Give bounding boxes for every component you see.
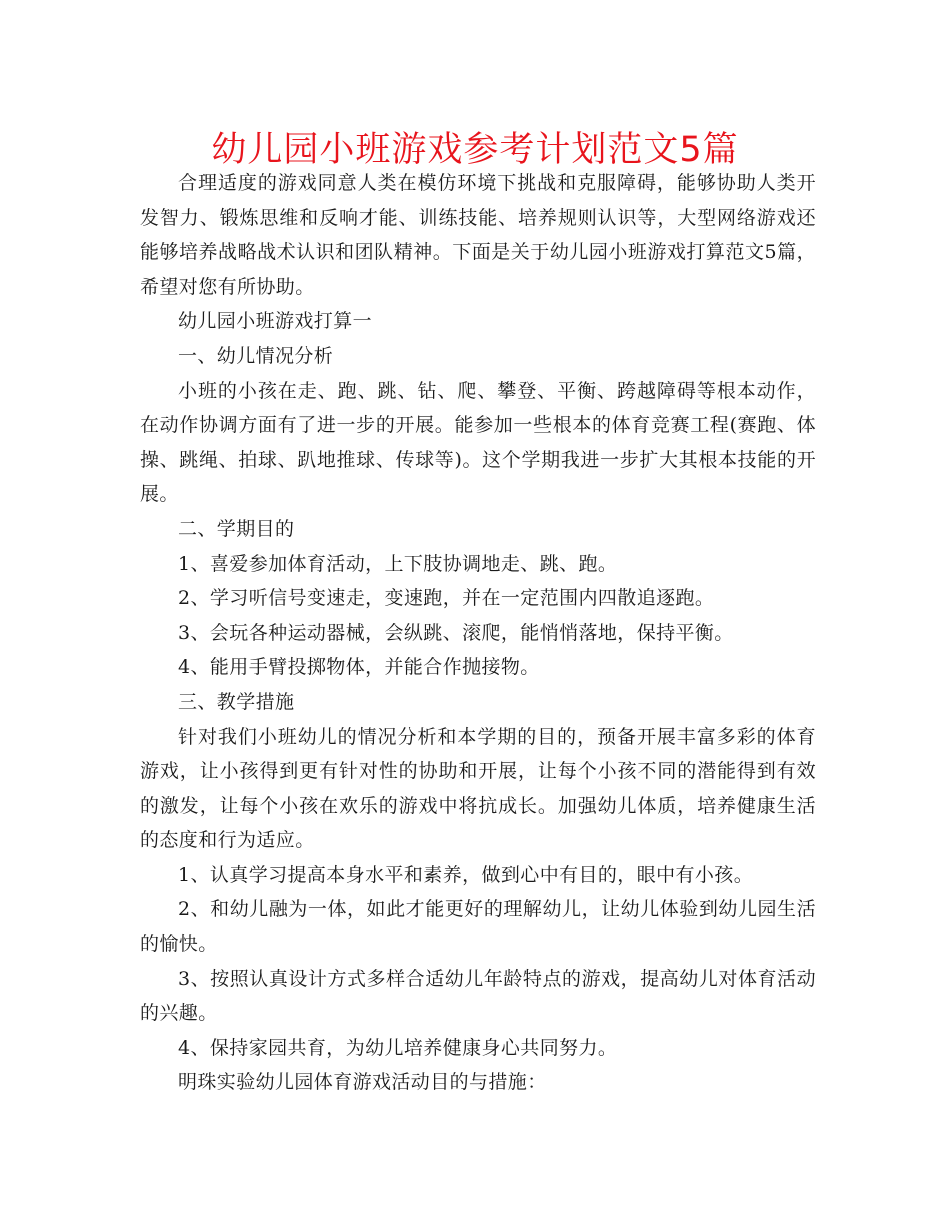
paragraph-measure-item: 2、和幼儿融为一体，如此才能更好的理解幼儿，让幼儿体验到幼儿园生活的愉快。 bbox=[140, 898, 816, 956]
paragraph-measure-item: 4、保持家园共育，为幼儿培养健康身心共同努力。 bbox=[178, 1036, 618, 1059]
paragraph-closing-heading: 明珠实验幼儿园体育游戏活动目的与措施： bbox=[178, 1071, 547, 1094]
paragraph-section-heading: 三、教学措施 bbox=[178, 690, 295, 713]
paragraph-analysis: 小班的小孩在走、跑、跳、钻、爬、攀登、平衡、跨越障碍等根本动作，在动作协调方面有了进一步的开展。能参加一些根本的体育竞赛工程(赛跑、体操、跳绳、拍球、趴地推球、传球等)。这个学期我进一步扩大其根本技能的开展。 bbox=[140, 379, 816, 506]
paragraph-plan-heading: 幼儿园小班游戏打算一 bbox=[178, 310, 373, 333]
paragraph-goal-item: 1、喜爱参加体育活动，上下肢协调地走、跳、跑。 bbox=[178, 552, 618, 575]
paragraph-measure-item: 1、认真学习提高本身水平和素养，做到心中有目的，眼中有小孩。 bbox=[178, 863, 754, 886]
paragraph-goal-item: 2、学习听信号变速走，变速跑，并在一定范围内四散追逐跑。 bbox=[178, 587, 715, 610]
document-title: 幼儿园小班游戏参考计划范文5篇 bbox=[211, 130, 739, 170]
paragraph-intro: 合理适度的游戏同意人类在模仿环境下挑战和克服障碍，能够协助人类开发智力、锻炼思维和反响才能、训练技能、培养规则认识等，大型网络游戏还能够培养战略战术认识和团队精神。下面是关于幼儿园小班游戏打算范文5篇，希望对您有所协助。 bbox=[140, 172, 816, 298]
paragraph-goal-item: 4、能用手臂投掷物体，并能合作抛接物。 bbox=[178, 656, 540, 679]
paragraph-goal-item: 3、会玩各种运动器械，会纵跳、滚爬，能悄悄落地，保持平衡。 bbox=[178, 621, 734, 644]
paragraph-measures: 针对我们小班幼儿的情况分析和本学期的目的，预备开展丰富多彩的体育游戏，让小孩得到更有针对性的协助和开展，让每个小孩不同的潜能得到有效的激发，让每个小孩在欢乐的游戏中将抗成长。加强幼儿体质，培养健康生活的态度和行为适应。 bbox=[140, 725, 816, 852]
paragraph-measure-item: 3、按照认真设计方式多样合适幼儿年龄特点的游戏，提高幼儿对体育活动的兴趣。 bbox=[140, 967, 816, 1025]
document-body bbox=[140, 166, 816, 1100]
paragraph-section-heading: 二、学期目的 bbox=[178, 517, 295, 540]
paragraph-section-heading: 一、幼儿情况分析 bbox=[178, 344, 334, 367]
